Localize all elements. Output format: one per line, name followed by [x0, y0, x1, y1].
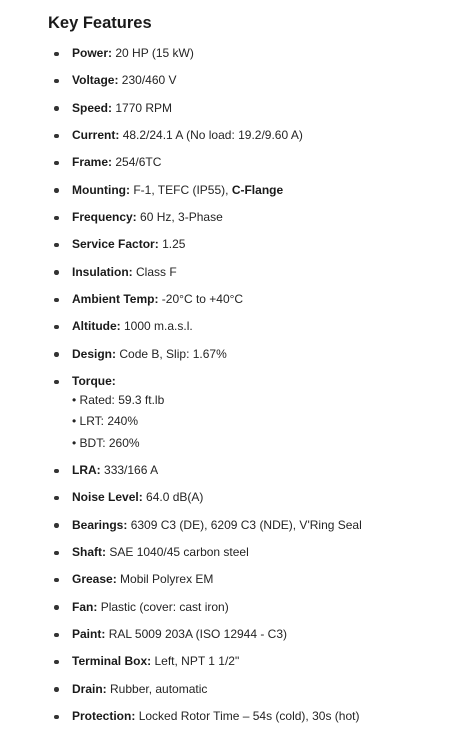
feature-value: 1000 m.a.s.l. [124, 319, 193, 334]
feature-item [48, 183, 452, 198]
feature-value: 20 HP (15 kW) [115, 46, 194, 60]
feature-value: 6309 C3 (DE), 6209 C3 (NDE), V'Ring Seal [130, 517, 362, 532]
feature-label: Paint: [72, 627, 106, 642]
feature-item [48, 155, 452, 170]
feature-item [48, 518, 452, 533]
feature-value: 333/166 A [104, 463, 159, 478]
feature-list [48, 46, 452, 724]
feature-item [48, 265, 452, 280]
feature-value: 1.25 [162, 237, 186, 252]
feature-label: Current: [72, 128, 120, 143]
feature-value: 230/460 V [121, 73, 177, 88]
feature-item [48, 319, 452, 334]
feature-value: 64.0 dB(A) [146, 490, 204, 505]
feature-item [48, 627, 452, 642]
feature-item [48, 600, 452, 615]
feature-value: 254/6TC [115, 155, 162, 170]
feature-item [48, 73, 452, 88]
feature-value: Plastic (cover: cast iron) [100, 599, 229, 614]
sub-list-item: • LRT: 240% [72, 414, 139, 429]
sub-list [72, 393, 452, 451]
feature-item [48, 210, 452, 225]
feature-value: 48.2/24.1 A (No load: 19.2/9.60 A) [122, 128, 303, 143]
feature-value: F-1, TEFC (IP55), [133, 182, 229, 197]
feature-item [48, 463, 452, 478]
section-heading: Key Features [48, 14, 152, 32]
feature-label: Drain: [72, 681, 107, 696]
feature-label: Design: [72, 346, 117, 361]
feature-value: SAE 1040/45 carbon steel [109, 545, 249, 560]
feature-label: Mounting: [72, 182, 130, 197]
feature-label: Insulation: [72, 264, 133, 279]
feature-item [48, 128, 452, 143]
key-features-section [48, 11, 452, 737]
feature-label: Frequency: [72, 210, 137, 225]
feature-value: Locked Rotor Time – 54s (cold), 30s (hot) [138, 709, 360, 724]
feature-value: Left, NPT 1 1/2" [154, 654, 240, 669]
feature-label: Noise Level: [72, 490, 143, 505]
feature-label: Protection: [72, 709, 136, 724]
feature-label: LRA: [72, 463, 101, 478]
feature-label: Ambient Temp: [72, 292, 159, 307]
feature-item [48, 545, 452, 560]
feature-label: Frame: [72, 155, 113, 170]
feature-label: Shaft: [72, 545, 106, 560]
feature-item [48, 101, 452, 116]
feature-item [48, 237, 452, 252]
feature-item [48, 490, 452, 505]
feature-item [48, 709, 452, 724]
feature-emphasis: C-Flange [231, 182, 284, 197]
feature-label: Power: [72, 46, 113, 60]
sub-list-item: • BDT: 260% [72, 435, 140, 450]
feature-item [48, 374, 452, 451]
feature-label: Terminal Box: [72, 654, 152, 669]
feature-value: Mobil Polyrex EM [120, 572, 214, 587]
feature-label: Grease: [72, 572, 117, 587]
feature-label: Bearings: [72, 517, 128, 532]
feature-item [48, 292, 452, 307]
feature-value: Class F [136, 264, 177, 279]
feature-label: Fan: [72, 599, 98, 614]
feature-value: 60 Hz, 3-Phase [140, 210, 223, 225]
sub-list-item: • Rated: 59.3 ft.lb [72, 393, 165, 408]
feature-item [48, 572, 452, 587]
feature-item [48, 654, 452, 669]
feature-label: Speed: [72, 100, 113, 115]
feature-item [48, 347, 452, 362]
feature-value: RAL 5009 203A (ISO 12944 - C3) [108, 627, 288, 642]
feature-label: Altitude: [72, 319, 121, 334]
feature-value: Rubber, automatic [110, 681, 208, 696]
feature-label: Torque: [72, 374, 116, 389]
feature-label: Voltage: [72, 73, 119, 88]
feature-label: Service Factor: [72, 237, 159, 252]
feature-value: -20°C to +40°C [161, 292, 244, 307]
feature-item [48, 46, 452, 61]
feature-value: Code B, Slip: 1.67% [119, 346, 227, 361]
feature-item [48, 682, 452, 697]
feature-value: 1770 RPM [115, 100, 173, 115]
